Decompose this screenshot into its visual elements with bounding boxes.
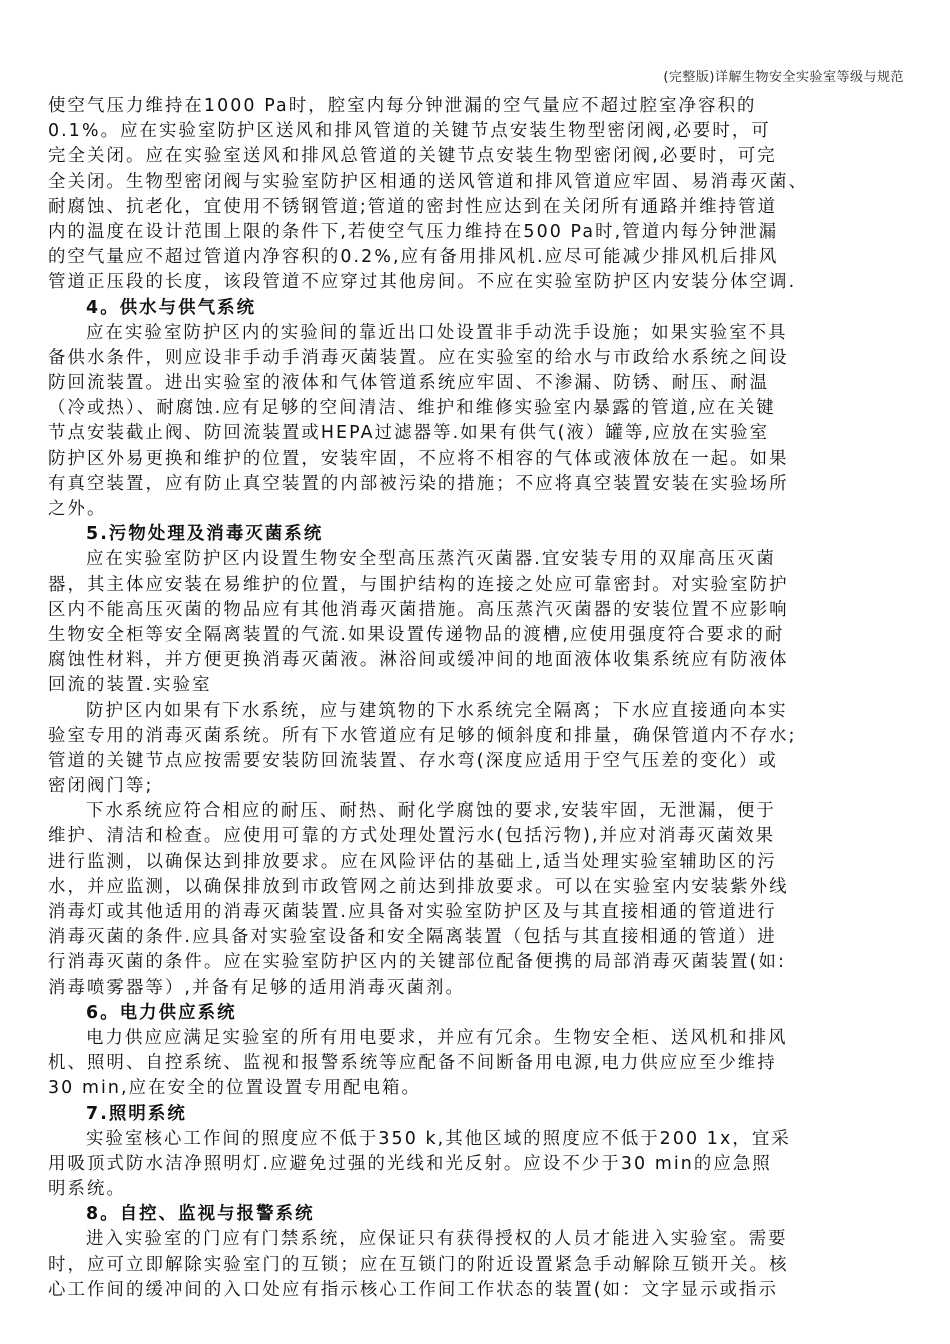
text-line: 区内不能高压灭菌的物品应有其他消毒灭菌措施。高压蒸汽灭菌器的安装位置不应影响: [48, 599, 789, 620]
text-line: 行消毒灭菌的条件。应在实验室防护区内的关键部位配备便携的局部消毒灭菌装置(如:: [48, 952, 787, 973]
text-line: （冷或热）、耐腐蚀.应有足够的空间清洁、维护和维修实验室内暴露的管道,应在关键: [48, 398, 776, 419]
text-line: 0.1%。应在实验室防护区送风和排风管道的关键节点安装生物型密闭阀,必要时，可: [48, 121, 771, 142]
text-line: 消毒灯或其他适用的消毒灭菌装置.应具备对实验室防护区及与其直接相通的管道进行: [48, 902, 777, 922]
text-line: 使空气压力维持在1000 Pa时，腔室内每分钟泄漏的空气量应不超过腔室净容积的: [48, 96, 757, 116]
text-line: 消毒喷雾器等）,并备有足够的适用消毒灭菌剂。: [48, 977, 465, 998]
text-line: 电力供应应满足实验室的所有用电要求，并应有冗余。生物安全柜、送风机和排风: [86, 1027, 788, 1048]
text-line: 进行监测，以确保达到排放要求。应在风险评估的基础上,适当处理实验室辅助区的污: [48, 851, 777, 872]
text-line: 全关闭。生物型密闭阀与实验室防护区相通的送风管道和排风管道应牢固、易消毒灭菌、: [48, 171, 809, 192]
text-line: 进入实验室的门应有门禁系统，应保证只有获得授权的人员才能进入实验室。需要: [86, 1229, 788, 1250]
text-line: 腐蚀性材料，并方便更换消毒灭菌液。淋浴间或缓冲间的地面液体收集系统应有防液体: [48, 650, 789, 671]
text-line: 消毒灭菌的条件.应具备对实验室设备和安全隔离装置（包括与其直接相通的管道）进: [48, 927, 777, 948]
text-line: 完全关闭。应在实验室送风和排风总管道的关键节点安装生物型密闭阀,必要时，可完: [48, 146, 777, 167]
text-line: 内的温度在设计范围上限的条件下,若使空气压力维持在500 Pa时,管道内每分钟泄漏: [48, 221, 779, 242]
text-line: 验室专用的消毒灭菌系统。所有下水管道应有足够的倾斜度和排量，确保管道内不存水;: [48, 725, 797, 746]
text-line: 应在实验室防护区内设置生物安全型高压蒸汽灭菌器.宜安装专用的双扉高压灭菌: [86, 549, 776, 570]
text-line: 下水系统应符合相应的耐压、耐热、耐化学腐蚀的要求,安装牢固，无泄漏，便于: [86, 801, 776, 822]
section-heading: 4。供水与供气系统: [86, 297, 257, 318]
text-line: 水，并应监测，以确保排放到市政管网之前达到排放要求。可以在实验室内安装紫外线: [48, 876, 789, 897]
text-line: 时，应可立即解除实验室门的互锁；应在互锁门的附近设置紧急手动解除互锁开关。核: [48, 1254, 789, 1275]
text-line: 节点安装截止阀、防回流装置或HEPA过滤器等.如果有供气(液）罐等,应放在实验室: [48, 423, 770, 444]
text-line: 的空气量应不超过管道内净容积的0.2%,应有备用排风机.应尽可能减少排风机后排风: [48, 247, 779, 268]
text-line: 耐腐蚀、抗老化，宜使用不锈钢管道;管道的密封性应达到在关闭所有通路并维持管道: [48, 196, 778, 217]
text-line: 维护、清洁和检查。应使用可靠的方式处理处置污水(包括污物),并应对消毒灭菌效果: [48, 826, 776, 847]
text-line: 明系统。: [48, 1179, 126, 1200]
text-line: 之外。: [48, 499, 107, 519]
text-line: 管道的关键节点应按需要安装防回流装置、存水弯(深度应适用于空气压差的变化）或: [48, 750, 779, 771]
text-line: 有真空装置，应有防止真空装置的内部被污染的措施；不应将真空装置安装在实验场所: [48, 473, 789, 494]
text-line: 用吸顶式防水洁净照明灯.应避免过强的光线和光反射。应设不少于30 min的应急照: [48, 1153, 772, 1174]
text-line: 防护区外易更换和维护的位置，安装牢固，不应将不相容的气体或液体放在一起。如果: [48, 448, 789, 469]
text-line: 30 min,应在安全的位置设置专用配电箱。: [48, 1078, 422, 1099]
section-heading: 5.污物处理及消毒灭菌系统: [86, 524, 324, 545]
text-line: 防护区内如果有下水系统，应与建筑物的下水系统完全隔离；下水应直接通向本实: [86, 700, 788, 721]
section-heading: 7.照明系统: [86, 1103, 187, 1124]
text-line: 器，其主体应安装在易维护的位置，与围护结构的连接之处应可靠密封。对实验室防护: [48, 574, 789, 595]
text-line: 生物安全柜等安全隔离装置的气流.如果设置传递物品的渡槽,应使用强度符合要求的耐: [48, 624, 785, 645]
text-line: 密闭阀门等;: [48, 776, 154, 797]
text-line: 实验室核心工作间的照度应不低于350 k,其他区域的照度应不低于200 1x，宜采: [86, 1128, 791, 1149]
text-line: 备供水条件，则应设非手动手消毒灭菌装置。应在实验室的给水与市政给水系统之间设: [48, 347, 789, 368]
section-heading: 6。电力供应系统: [86, 1002, 237, 1023]
text-line: 防回流装置。进出实验室的液体和气体管道系统应牢固、不渗漏、防锈、耐压、耐温: [48, 373, 770, 394]
running-header: (完整版)详解生物安全实验室等级与规范: [663, 70, 904, 85]
section-heading: 8。自控、监视与报警系统: [86, 1204, 315, 1225]
text-line: 机、照明、自控系统、监视和报警系统等应配备不间断备用电源,电力供应应至少维持: [48, 1053, 777, 1074]
text-line: 心工作间的缓冲间的入口处应有指示核心工作间工作状态的装置(如：文字显示或指示: [48, 1279, 779, 1300]
text-line: 管道正压段的长度，该段管道不应穿过其他房间。不应在实验室防护区内安装分体空调.: [48, 272, 797, 293]
document-body: [48, 94, 904, 1303]
text-line: 回流的装置.实验室: [48, 675, 212, 696]
text-line: 应在实验室防护区内的实验间的靠近出口处设置非手动洗手设施；如果实验室不具: [86, 322, 788, 343]
